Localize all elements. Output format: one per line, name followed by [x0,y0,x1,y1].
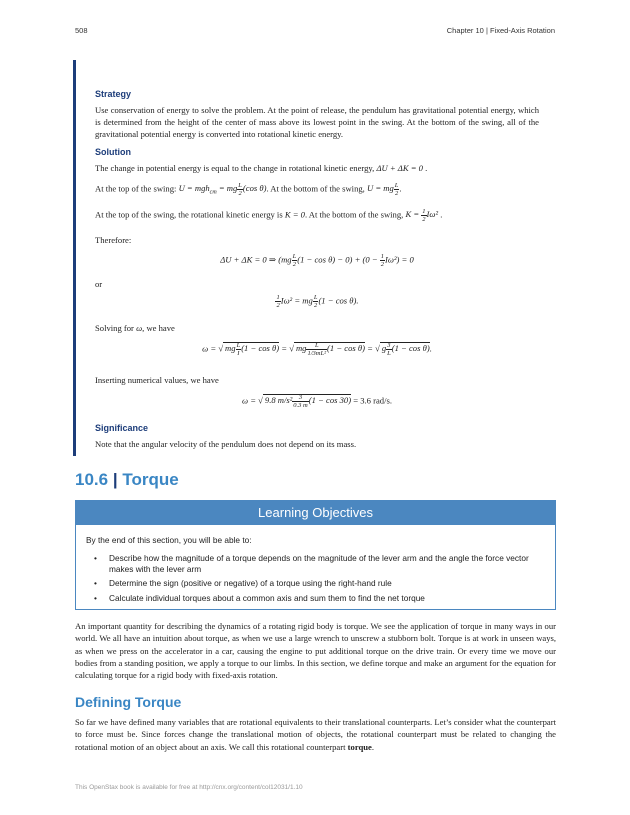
section-number: 10.6 [75,470,109,489]
learning-objectives-intro: By the end of this section, you will be able to: [86,535,252,545]
learning-objectives-list [86,553,546,607]
strategy-text: Use conservation of energy to solve the problem. At the point of release, the pendulum has gravitational potential energy, which is determined from the height of the center of mass above its lowest point in the swing. At the bottom of the swing, all of the gravitational potential energy is converted into rotational kinetic energy. [95,105,539,139]
strategy-heading: Strategy [95,89,132,99]
list-item: • Determine the sign (positive or negative) of a torque using the right-hand rule [86,578,546,589]
section-title [75,470,179,490]
worked-example-box [73,60,555,456]
rot-ke-line: At the top of the swing, the rotational kinetic energy is K = 0. At the bottom of the swing, K = $\frac{1}{2}$ Iω² . [95,208,443,223]
defining-torque-paragraph: So far we have defined many variables that are rotational equivalents to their translational counterparts. Let’s consider what the counterpart to force must be. Since forces change the translational motion of objects, the rotational counterpart must be related to changing the rotational motion of an object about an axis. We call this rotational counterpart torque. [75,717,556,752]
numeric-equation: ω = √ 9.8 m/s² $\frac{3}{0.3 m}$ (1 − cos 30) = 3.6 rad/s. [242,394,392,409]
therefore-label: Therefore: [95,235,132,245]
energy-equation: ΔU + ΔK = 0 ⇒ (mg $\frac{L}{2}$ (1 − cos θ) − 0) + (0 − $\frac{1}{2}$ Iω²) = 0 [220,253,414,268]
section-separator: | [112,470,118,489]
solution-line-1: The change in potential energy is equal to the change in rotational kinetic energy, ΔU + ΔK = 0 . [95,163,428,173]
omega-equation: ω = √ mg $\frac{L}{I}$ (1 − cos θ) = √ mg $\frac{L}{\text{1/3mL²}}$ (1 − cos θ) = √ g $\frac{3}{L}$ (1 − cos θ). [202,342,432,357]
list-item: • Describe how the magnitude of a torque depends on the magnitude of the lever arm and the angle the force vector makes with the lever arm [86,553,546,574]
torque-term: torque [347,741,372,752]
solution-heading: Solution [95,147,131,157]
intro-paragraph: An important quantity for describing the dynamics of a rotating rigid body is torque. We see the application of torque in many ways in our world. We all have an intuition about torque, as when we use a large wrench to unscrew a stubborn bolt. Torque is at work in unseen ways, as when we press on the accelerator in a car, causing the engine to put additional torque on the drive train. Or every time we move our bodies from a standing position, we apply a torque to our limbs. In this section, we define torque and make an argument for the equation for calculating torque for a rigid body with fixed-axis rotation. [75,621,556,681]
or-label: or [95,279,103,289]
energy-equation-2: $\frac{1}{2}$ Iω² = mg $\frac{L}{2}$ (1 − cos θ). [276,294,359,309]
significance-heading: Significance [95,423,149,433]
learning-objectives-box [75,500,556,610]
chapter-header: Chapter 10 | Fixed-Axis Rotation [446,26,555,35]
top-swing-line: At the top of the swing: U = mgh$_{cm}$ = mg $\frac{L}{2}$ (cos θ). At the bottom of the swing, U = mg $\frac{L}{2}$ . [95,182,402,197]
learning-objectives-heading: Learning Objectives [76,501,555,525]
footer-text: This OpenStax book is available for free at http://cnx.org/content/col12031/1.10 [75,784,303,791]
subsection-title: Defining Torque [75,694,182,710]
section-name: Torque [122,470,179,489]
list-item: • Calculate individual torques about a common axis and sum them to find the net torque [86,593,546,604]
solving-line: Solving for ω, we have [95,323,175,333]
page-number: 508 [75,26,88,35]
inserting-line: Inserting numerical values, we have [95,375,219,385]
significance-text: Note that the angular velocity of the pendulum does not depend on its mass. [95,439,357,449]
